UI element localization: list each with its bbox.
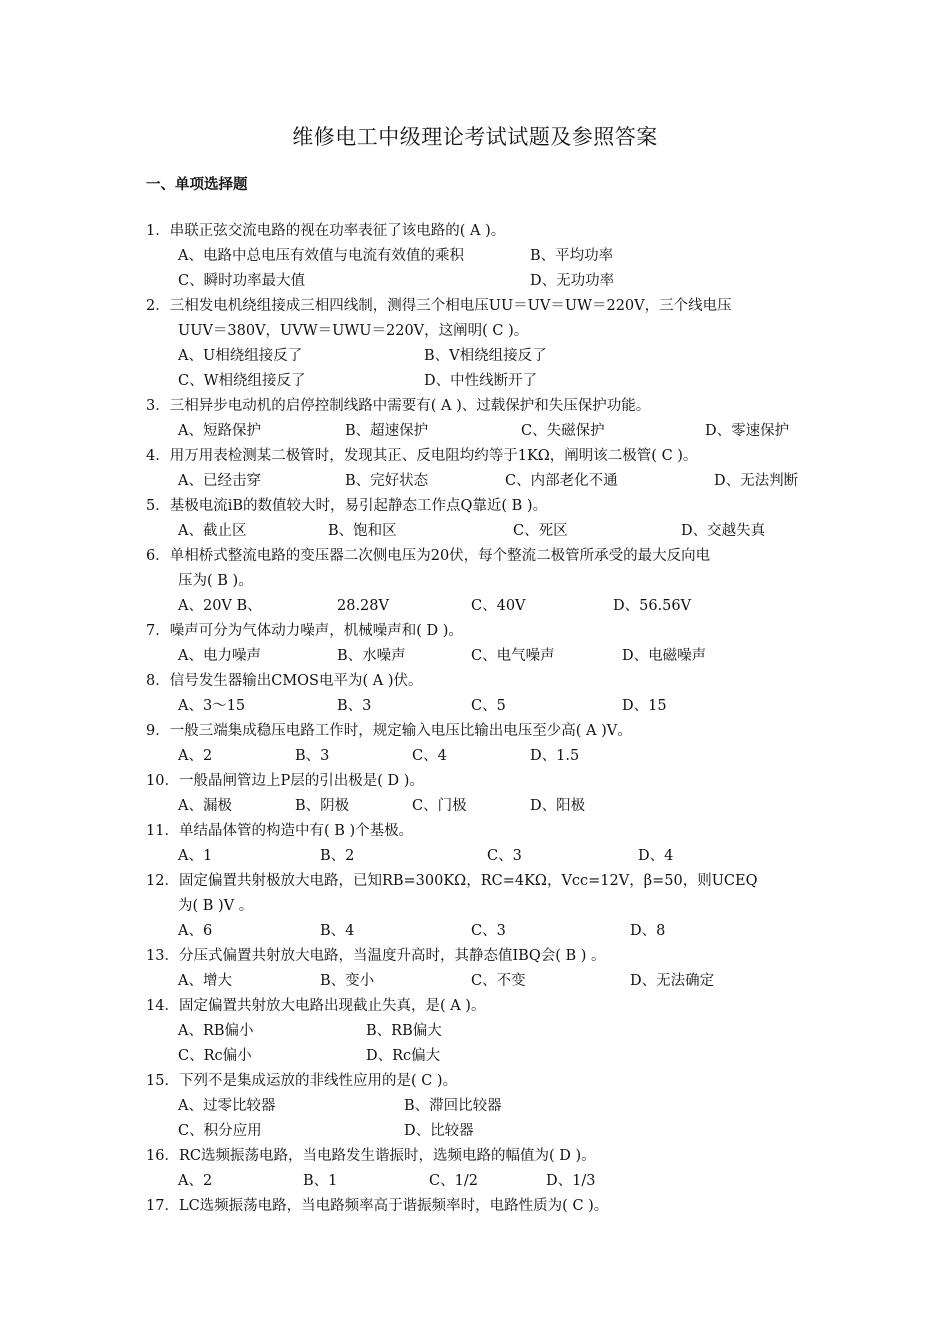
option: B、1 xyxy=(303,1173,338,1189)
option: A、1 xyxy=(178,848,213,864)
option: D、无法判断 xyxy=(714,473,799,489)
option: A、漏极 xyxy=(178,798,232,814)
option: A、2 xyxy=(178,1173,213,1189)
option: A、6 xyxy=(178,923,213,939)
option: C、积分应用 xyxy=(178,1123,262,1139)
option: B、3 xyxy=(337,698,372,714)
section-heading: 一、单项选择题 xyxy=(146,177,248,193)
option: C、门极 xyxy=(412,798,467,814)
option: A、电力噪声 xyxy=(178,648,261,664)
option: B、RB偏大 xyxy=(366,1023,442,1039)
question-stem: 12．固定偏置共射极放大电路，已知RB=300KΩ，RC=4KΩ，Vcc=12V，β=50，则UCEQ xyxy=(146,873,758,889)
question-stem: 16．RC选频振荡电路，当电路发生谐振时，选频电路的幅值为( D )。 xyxy=(146,1148,596,1164)
option: C、3 xyxy=(487,848,522,864)
option: D、阳极 xyxy=(530,798,586,814)
page-title: 维修电工中级理论考试试题及参照答案 xyxy=(292,125,658,149)
option: D、比较器 xyxy=(404,1123,474,1139)
option: B、水噪声 xyxy=(337,648,406,664)
question-stem: 9．一般三端集成稳压电路工作时，规定输入电压比输出电压至少高( A )V。 xyxy=(146,723,632,739)
option: A、已经击穿 xyxy=(178,473,261,489)
option: B、平均功率 xyxy=(530,248,614,264)
option: B、完好状态 xyxy=(345,473,429,489)
question-stem-continued: 为( B )V 。 xyxy=(178,898,254,914)
option: C、40V xyxy=(471,598,526,614)
question-stem-continued: UUV＝380V，UVW＝UWU＝220V，这阐明( C )。 xyxy=(178,323,529,339)
option: A、20V B、 xyxy=(178,598,262,614)
question-stem: 13．分压式偏置共射放大电路，当温度升高时，其静态值IBQ会( B ) 。 xyxy=(146,948,606,964)
option: B、滞回比较器 xyxy=(404,1098,502,1114)
option: C、5 xyxy=(471,698,506,714)
question-stem: 7．噪声可分为气体动力噪声，机械噪声和( D )。 xyxy=(146,623,463,639)
option: C、内部老化不通 xyxy=(505,473,618,489)
question-stem: 3．三相异步电动机的启停控制线路中需要有( A )、过载保护和失压保护功能。 xyxy=(146,398,651,414)
option: B、2 xyxy=(320,848,355,864)
option: D、4 xyxy=(638,848,674,864)
option: A、电路中总电压有效值与电流有效值的乘积 xyxy=(178,248,464,264)
option: D、零速保护 xyxy=(705,423,790,439)
option: B、V相绕组接反了 xyxy=(424,348,547,364)
option: A、截止区 xyxy=(178,523,247,539)
option: D、15 xyxy=(622,698,667,714)
question-stem: 8．信号发生器输出CMOS电平为( A )伏。 xyxy=(146,673,423,689)
option: D、中性线断开了 xyxy=(424,373,538,389)
option: B、3 xyxy=(295,748,330,764)
question-stem: 17．LC选频振荡电路，当电路频率高于谐振频率时，电路性质为( C )。 xyxy=(146,1198,609,1214)
option: A、增大 xyxy=(178,973,232,989)
question-stem: 4．用万用表检测某二极管时，发现其正、反电阻均约等于1KΩ，阐明该二极管( C )。 xyxy=(146,448,698,464)
option: C、瞬时功率最大值 xyxy=(178,273,306,289)
option: B、阴极 xyxy=(295,798,350,814)
option: D、1/3 xyxy=(546,1173,596,1189)
question-stem: 10．一般晶闸管边上P层的引出极是( D )。 xyxy=(146,773,424,789)
option: C、电气噪声 xyxy=(471,648,555,664)
option: D、无功功率 xyxy=(530,273,615,289)
option: B、饱和区 xyxy=(328,523,397,539)
question-stem: 15．下列不是集成运放的非线性应用的是( C )。 xyxy=(146,1073,458,1089)
option: B、超速保护 xyxy=(345,423,429,439)
option: D、无法确定 xyxy=(630,973,715,989)
option: C、不变 xyxy=(471,973,526,989)
option: B、4 xyxy=(320,923,355,939)
question-stem: 11．单结晶体管的构造中有( B )个基极。 xyxy=(146,823,414,839)
option: C、W相绕组接反了 xyxy=(178,373,306,389)
option: A、2 xyxy=(178,748,213,764)
option: C、4 xyxy=(412,748,447,764)
option: A、3～15 xyxy=(178,698,246,714)
option: C、Rc偏小 xyxy=(178,1048,252,1064)
question-stem: 5．基极电流iB的数值较大时，易引起静态工作点Q靠近( B )。 xyxy=(146,498,548,514)
option: C、死区 xyxy=(513,523,568,539)
question-stem: 6．单相桥式整流电路的变压器二次侧电压为20伏，每个整流二极管所承受的最大反向电 xyxy=(146,548,711,564)
option: D、电磁噪声 xyxy=(622,648,707,664)
option: 28.28V xyxy=(337,598,389,614)
option: D、Rc偏大 xyxy=(366,1048,441,1064)
option: A、过零比较器 xyxy=(178,1098,276,1114)
question-stem: 14．固定偏置共射放大电路出现截止失真，是( A )。 xyxy=(146,998,486,1014)
option: A、U相绕组接反了 xyxy=(178,348,303,364)
option: A、短路保护 xyxy=(178,423,261,439)
option: C、1/2 xyxy=(429,1173,478,1189)
question-stem: 2．三相发电机绕组接成三相四线制，测得三个相电压UU＝UV＝UW＝220V，三个线电压 xyxy=(146,298,732,314)
option: D、8 xyxy=(630,923,666,939)
option: A、RB偏小 xyxy=(178,1023,254,1039)
option: C、失磁保护 xyxy=(521,423,605,439)
option: D、56.56V xyxy=(613,598,692,614)
option: D、1.5 xyxy=(530,748,580,764)
option: B、变小 xyxy=(320,973,375,989)
option: C、3 xyxy=(471,923,506,939)
question-stem-continued: 压为( B )。 xyxy=(178,573,253,589)
question-stem: 1．串联正弦交流电路的视在功率表征了该电路的( A )。 xyxy=(146,223,506,239)
option: D、交越失真 xyxy=(681,523,766,539)
